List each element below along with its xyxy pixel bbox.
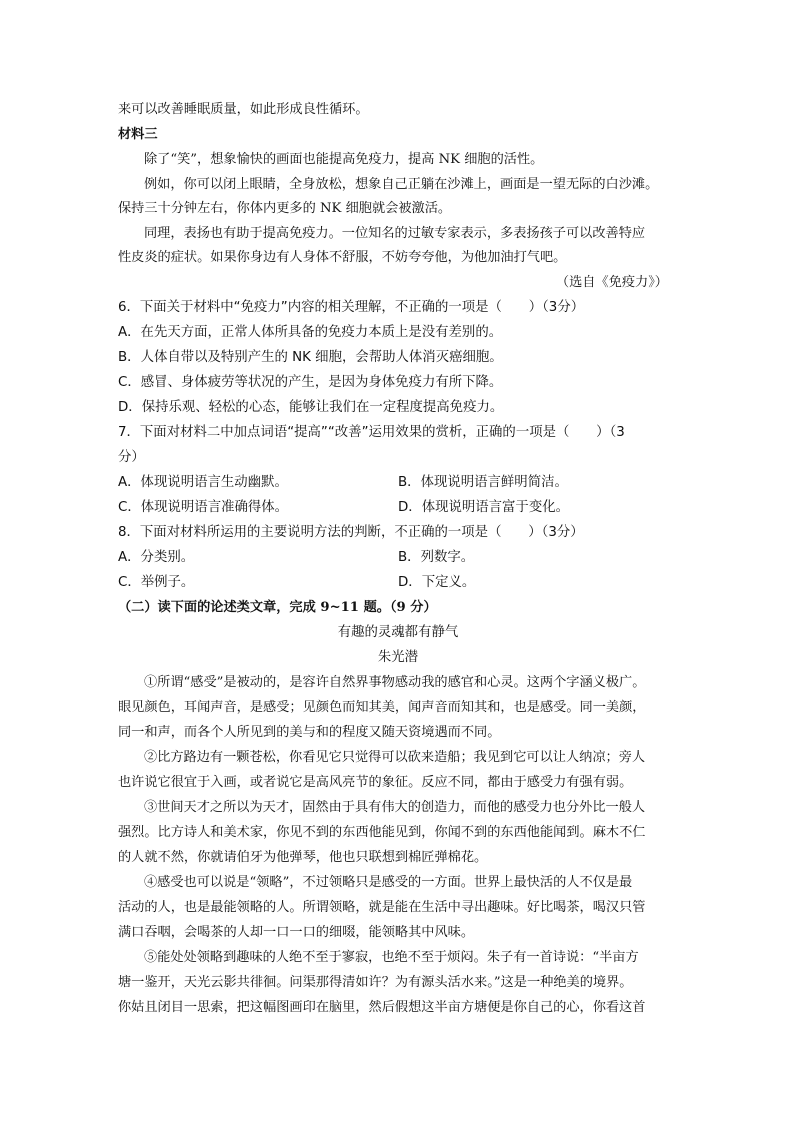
question-6-option-a: A．在先天方面，正常人体所具备的免疫力本质上是没有差别的。 xyxy=(118,325,503,340)
essay-title: 有趣的灵魂都有静气 xyxy=(337,625,459,640)
question-6-stem: 6．下面关于材料中“免疫力”内容的相关理解，不正确的一项是（ ）（3分） xyxy=(118,300,585,315)
question-8-option-a: A．分类别。 xyxy=(118,550,195,565)
material3-paragraph: 同理，表扬也有助于提高免疫力。一位知名的过敏专家表示，多表扬孩子可以改善特应 xyxy=(144,226,646,241)
question-8-option-b: B．列数字。 xyxy=(398,550,475,565)
essay-paragraph-4: 活动的人，也是最能领略的人。所谓领略，就是能在生活中寻出趣味。好比喝茶，喝汉只管 xyxy=(118,900,646,915)
question-8-stem: 8．下面对材料所运用的主要说明方法的判断，不正确的一项是（ ）（3分） xyxy=(118,525,584,540)
source-citation: （选自《免疫力》） xyxy=(555,275,668,290)
material2-tail: 来可以改善睡眠质量，如此形成良性循环。 xyxy=(118,102,369,117)
question-7-option-a: A．体现说明语言生动幽默。 xyxy=(118,475,288,490)
material3-heading: 材料三 xyxy=(118,127,158,142)
essay-paragraph-4: 满口吞咽，会喝茶的人却一口一口的细啜，能领略其中风味。 xyxy=(118,925,475,940)
essay-paragraph-5: 你姑且闭目一思索，把这幅图画印在脑里，然后假想这半亩方塘便是你自己的心，你看这首 xyxy=(118,1000,646,1015)
essay-paragraph-1: 眼见颜色，耳闻声音，是感受；见颜色而知其美，闻声音而知其和，也是感受。同一美颜， xyxy=(118,700,646,715)
question-7-option-c: C．体现说明语言准确得体。 xyxy=(118,500,289,515)
question-7-option-d: D．体现说明语言富于变化。 xyxy=(398,500,569,515)
essay-paragraph-4: ④感受也可以说是“领略”，不过领略只是感受的一方面。世界上最快活的人不仅是最 xyxy=(144,875,633,890)
question-7-stem-cont: 分） xyxy=(118,450,145,465)
question-6-option-b: B．人体自带以及特别产生的 NK 细胞，会帮助人体消灭癌细胞。 xyxy=(118,350,503,365)
essay-paragraph-3: 强烈。比方诗人和美术家，你见不到的东西他能见到，你闻不到的东西他能闻到。麻木不仁 xyxy=(118,825,646,840)
material3-paragraph: 除了“笑”，想象愉快的画面也能提高免疫力，提高 NK 细胞的活性。 xyxy=(144,152,544,167)
essay-paragraph-5: 塘一鉴开，天光云影共徘徊。问渠那得清如许？为有源头活水来。”这是一种绝美的境界。 xyxy=(118,975,633,990)
question-8-option-c: C．举例子。 xyxy=(118,575,195,590)
essay-author: 朱光潜 xyxy=(377,650,419,665)
question-7-stem: 7．下面对材料二中加点词语“提高”“改善”运用效果的赏析，正确的一项是（ ）（3 xyxy=(118,425,625,440)
material3-paragraph: 性皮炎的症状。如果你身边有人身体不舒服，不妨夸夸他，为他加油打气吧。 xyxy=(118,250,567,265)
essay-paragraph-1: 同一和声，而各个人所见到的美与和的程度又随天资境遇而不同。 xyxy=(118,725,501,740)
question-6-option-d: D．保持乐观、轻松的心态，能够让我们在一定程度提高免疫力。 xyxy=(118,400,504,415)
question-6-option-c: C．感冒、身体疲劳等状况的产生，是因为身体免疫力有所下降。 xyxy=(118,375,503,390)
essay-paragraph-5: ⑤能处处领略到趣味的人绝不至于寥寂，也绝不至于烦闷。朱子有一首诗说：“半亩方 xyxy=(144,950,639,965)
section-heading: （二）读下面的论述类文章，完成 9~11 题。（9 分） xyxy=(118,600,437,615)
material3-paragraph: 保持三十分钟左右，你体内更多的 NK 细胞就会被激活。 xyxy=(118,201,452,216)
essay-paragraph-2: 也许说它很宜于入画，或者说它是高风亮节的象征。反应不同，都由于感受力有强有弱。 xyxy=(118,775,633,790)
essay-paragraph-2: ②比方路边有一颗苍松，你看见它只觉得可以砍来造船；我见到它可以让人纳凉；旁人 xyxy=(144,750,646,765)
question-7-option-b: B．体现说明语言鲜明简洁。 xyxy=(398,475,568,490)
essay-paragraph-1: ①所谓“感受”是被动的，是容许自然界事物感动我的感官和心灵。这两个字涵义极广。 xyxy=(144,675,646,690)
essay-paragraph-3: 的人就不然，你就请伯牙为他弹琴，他也只联想到棉匠弹棉花。 xyxy=(118,850,488,865)
material3-paragraph: 例如，你可以闭上眼睛，全身放松，想象自己正躺在沙滩上，画面是一望无际的白沙滩。 xyxy=(144,177,659,192)
essay-paragraph-3: ③世间天才之所以为天才，固然由于具有伟大的创造力，而他的感受力也分外比一般人 xyxy=(144,800,646,815)
question-8-option-d: D．下定义。 xyxy=(398,575,476,590)
